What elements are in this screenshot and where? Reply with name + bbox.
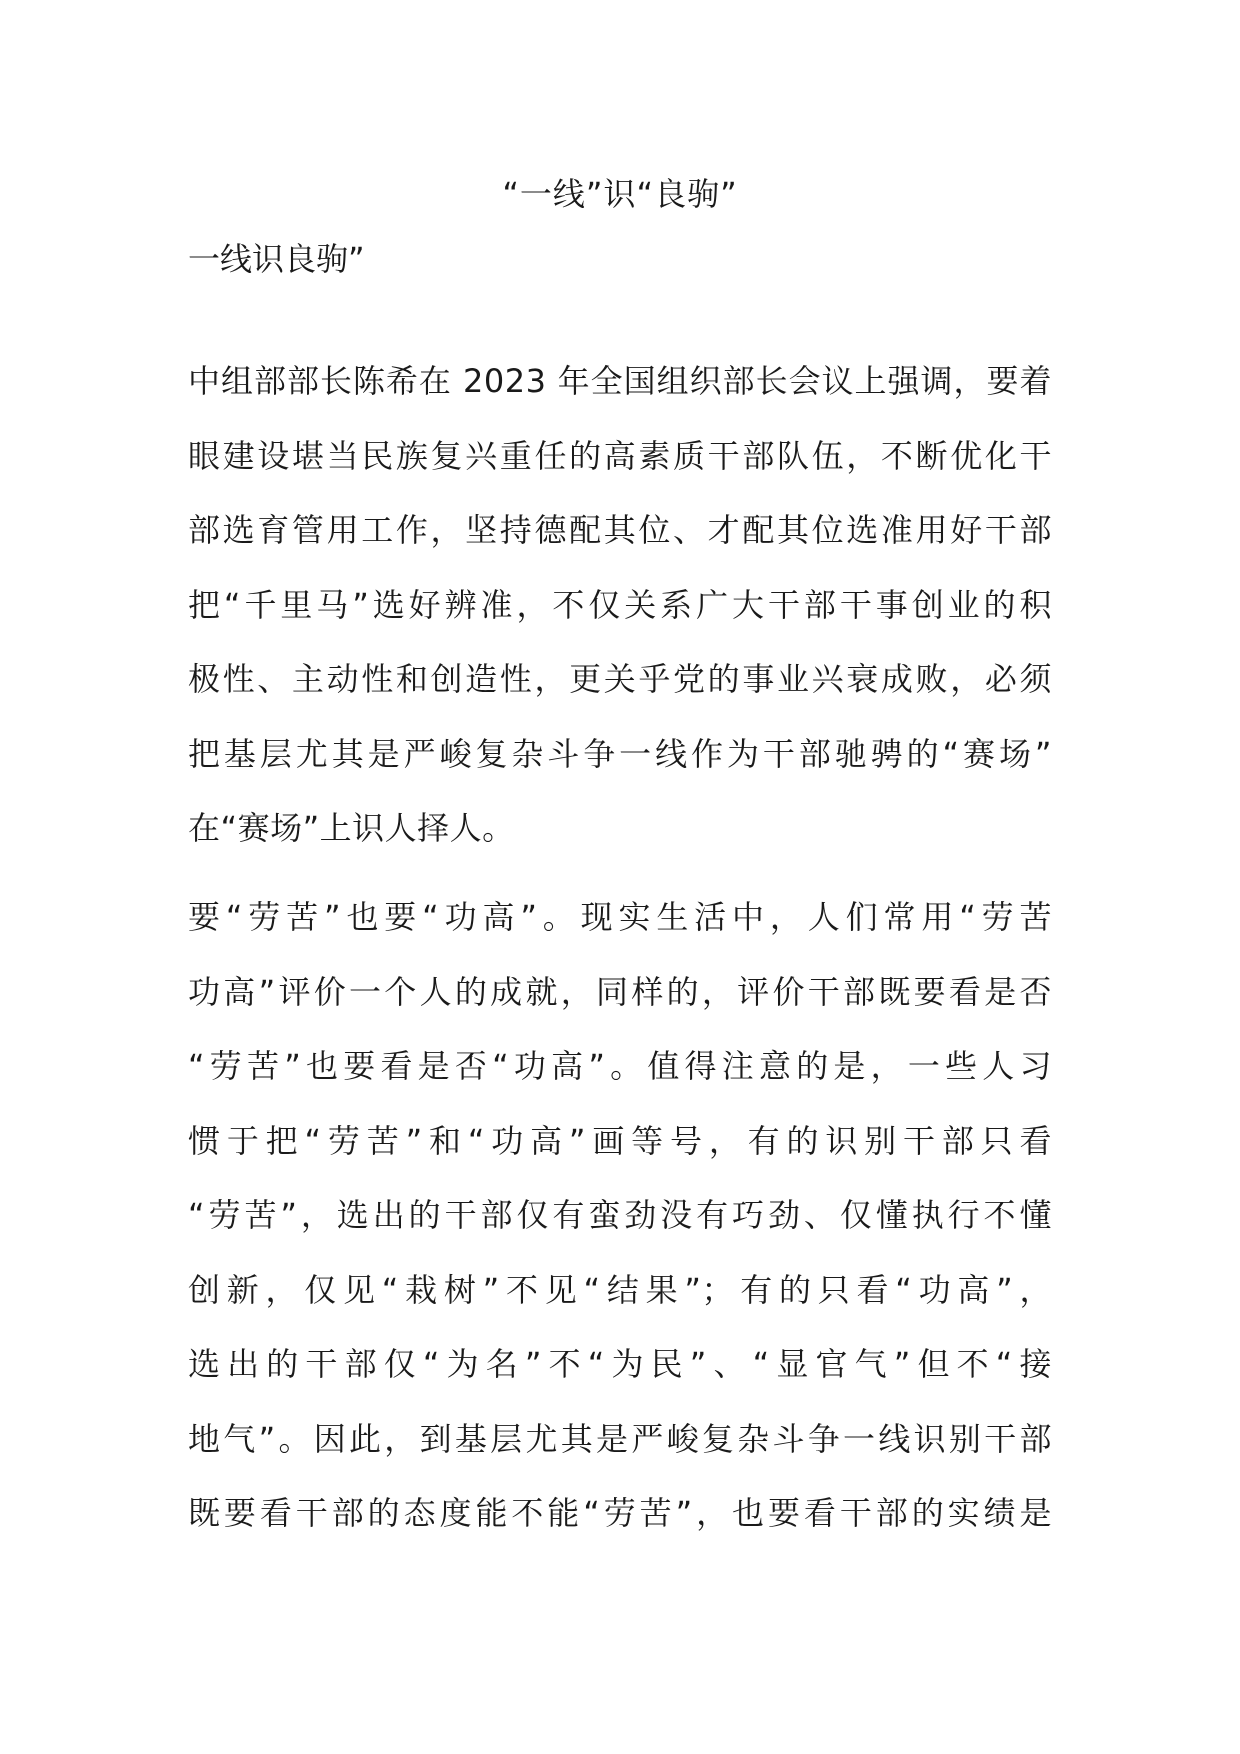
- document-title: “一线”识“良驹”: [502, 175, 738, 213]
- paragraph-line: “劳苦”也要看是否“功高”。值得注意的是，一些人习: [188, 1047, 1052, 1085]
- paragraph-line: 在“赛场”上识人择人。: [188, 809, 515, 847]
- paragraph-line: 极性、主动性和创造性，更关乎党的事业兴衰成败，必须: [188, 660, 1052, 698]
- paragraph-line: 惯于把“劳苦”和“功高”画等号，有的识别干部只看: [188, 1121, 1052, 1160]
- paragraph-2: [188, 895, 1052, 1566]
- paragraph-line: 把“千里马”选好辨准，不仅关系广大干部干事创业的积: [188, 585, 1052, 624]
- paragraph-line: 要“劳苦”也要“功高”。现实生活中，人们常用“劳苦: [188, 898, 1052, 936]
- paragraph-line: 既要看干部的态度能不能“劳苦”，也要看干部的实绩是: [188, 1494, 1052, 1532]
- paragraph-line: 创新，仅见“栽树”不见“结果”；有的只看“功高”，: [188, 1270, 1052, 1309]
- paragraph-line: 把基层尤其是严峻复杂斗争一线作为干部驰骋的“赛场”: [188, 734, 1052, 773]
- paragraph-line: 中组部部长陈希在 2023 年全国组织部长会议上强调，要着: [188, 362, 1052, 400]
- paragraph-line: 功高”评价一个人的成就，同样的，评价干部既要看是否: [188, 972, 1052, 1011]
- paragraph-line: 眼建设堪当民族复兴重任的高素质干部队伍，不断优化干: [188, 436, 1052, 475]
- document-subtitle: 一线识良驹”: [188, 240, 365, 278]
- paragraph-line: “劳苦”，选出的干部仅有蛮劲没有巧劲、仅懂执行不懂: [188, 1196, 1052, 1234]
- paragraph-line: 选出的干部仅“为名”不“为民”、“显官气”但不“接: [188, 1345, 1052, 1383]
- paragraph-line: 地气”。因此，到基层尤其是严峻复杂斗争一线识别干部: [188, 1419, 1052, 1458]
- paragraph-1: [188, 359, 1052, 881]
- paragraph-line: 部选育管用工作，坚持德配其位、才配其位选准用好干部: [188, 511, 1052, 549]
